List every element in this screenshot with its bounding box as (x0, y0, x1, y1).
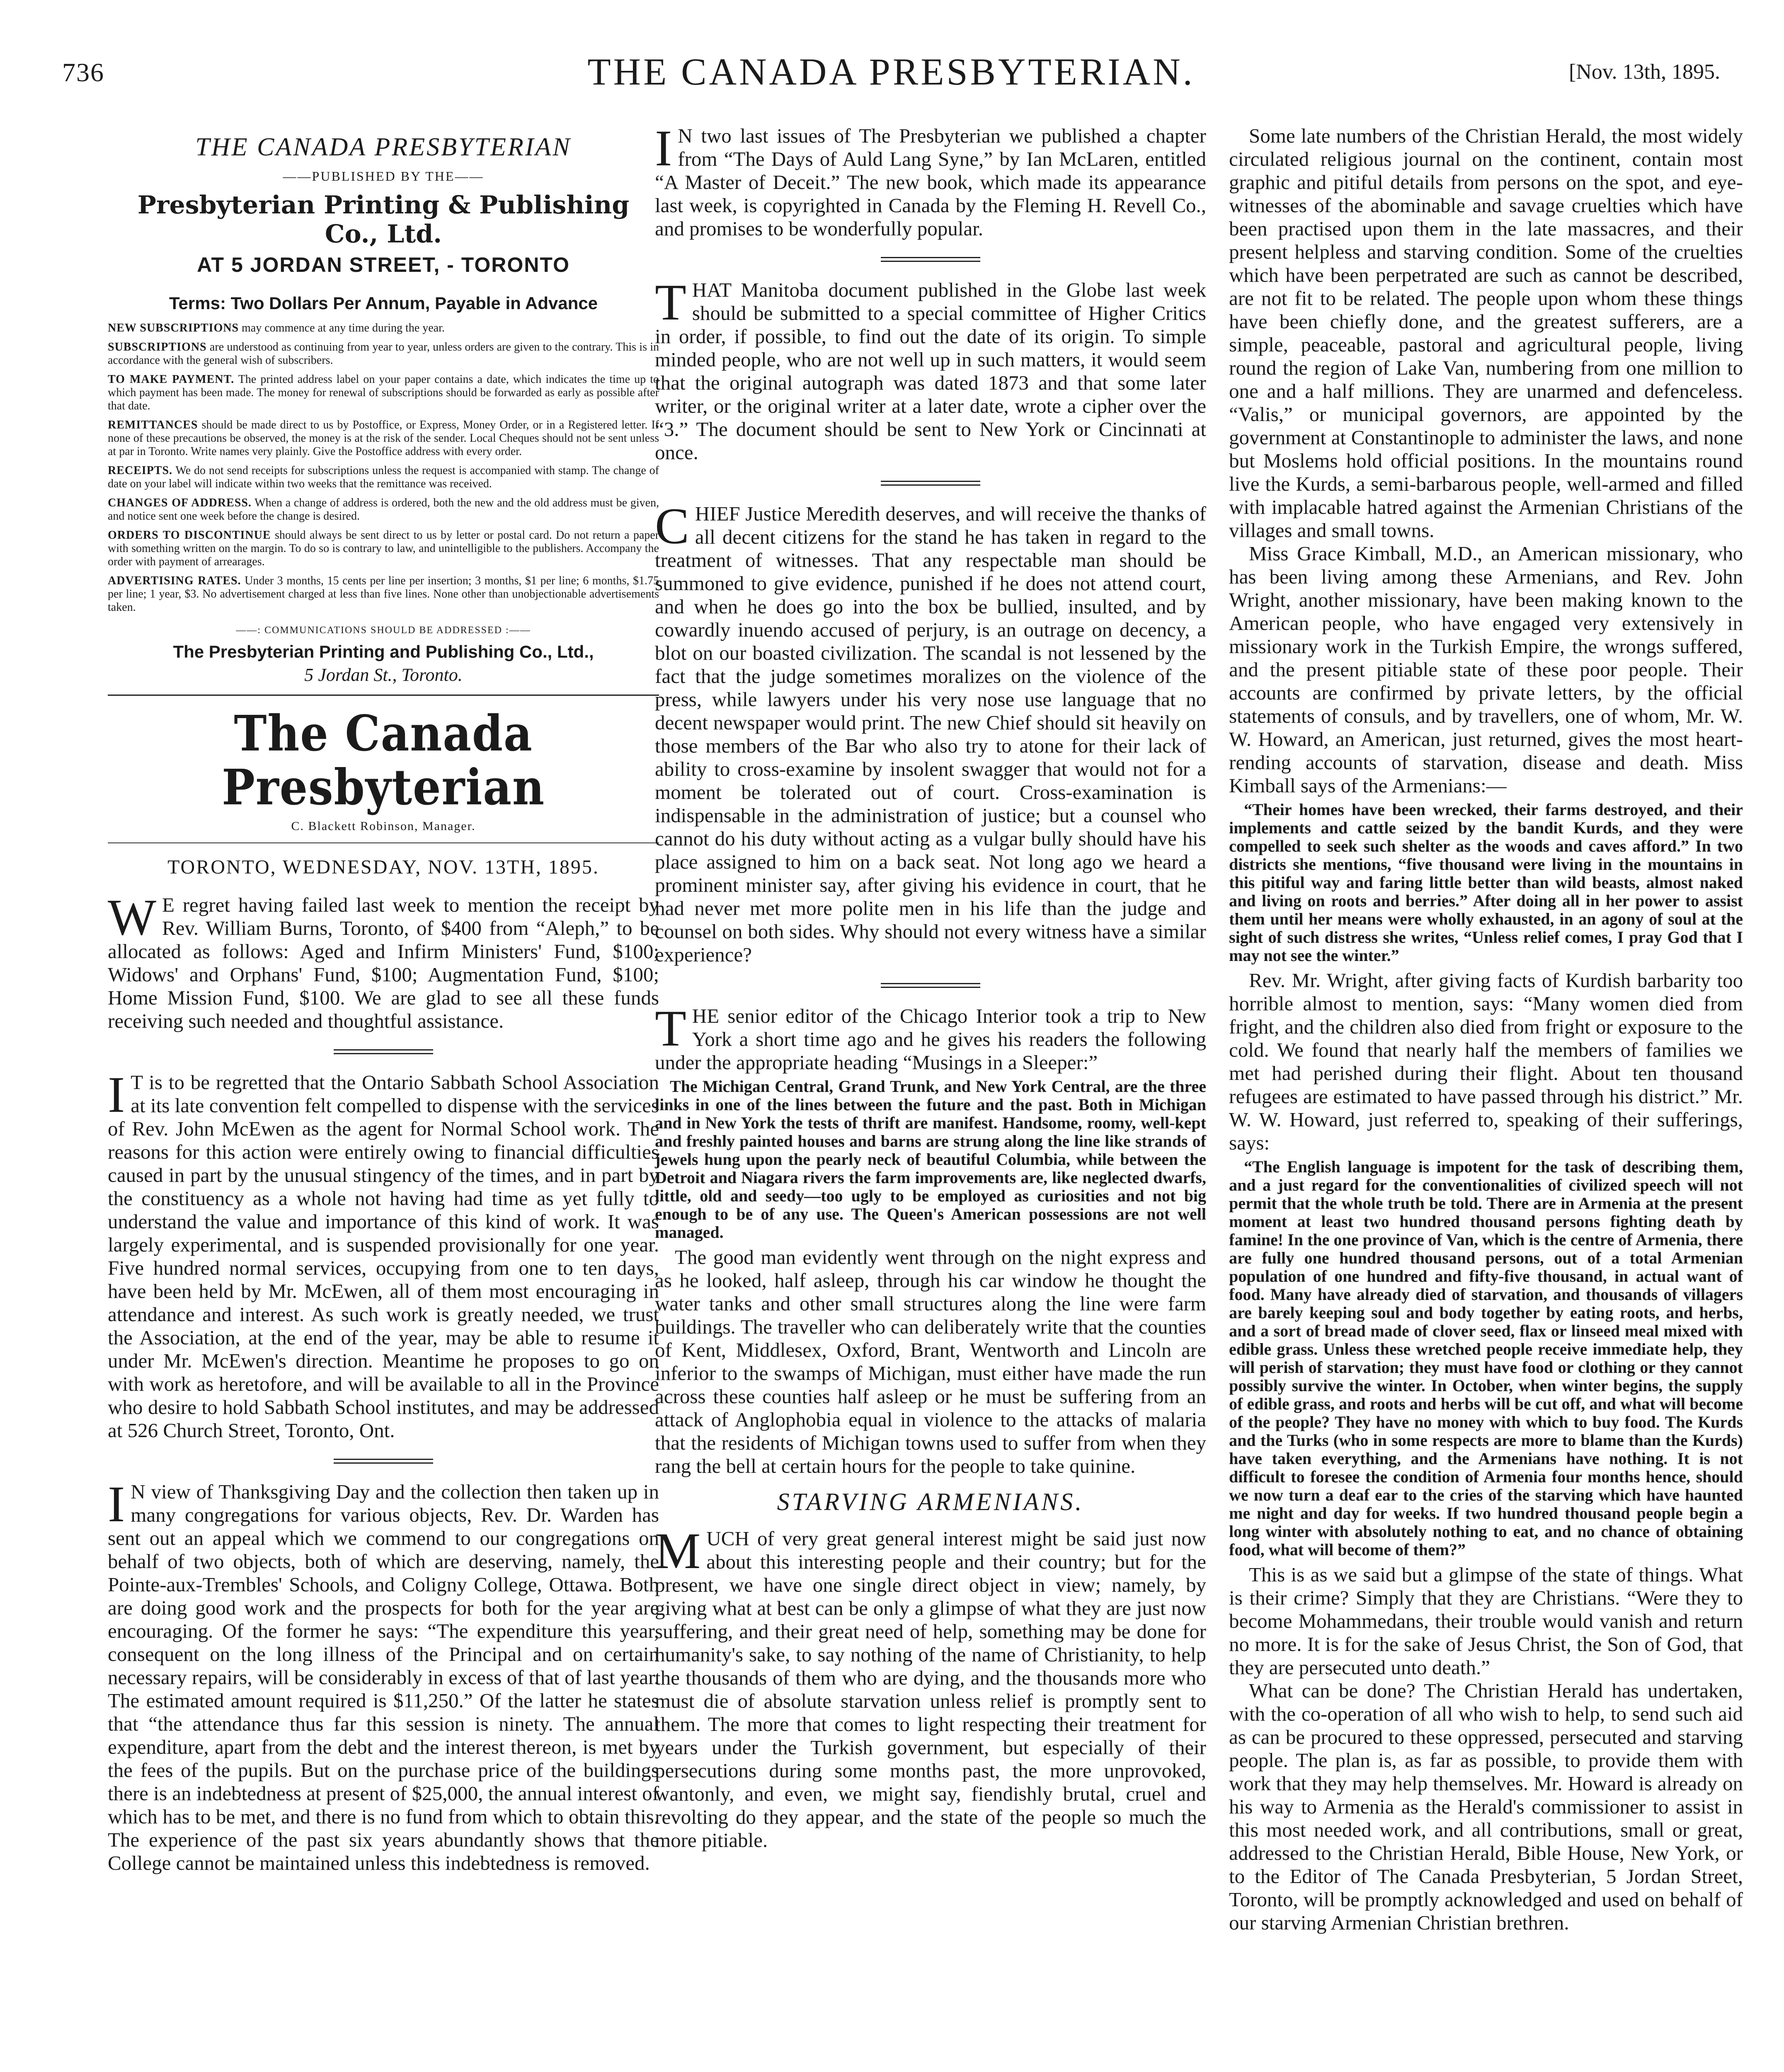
notice-item (108, 322, 659, 335)
notice-item (108, 496, 659, 523)
communications-recipient: The Presbyterian Printing and Publishing Co., Ltd., (173, 642, 594, 661)
publisher-name: Presbyterian Printing & Publishing Co., Ltd. (137, 191, 630, 249)
notice-item (108, 464, 659, 491)
block-quote: “Their homes have been wrecked, their farms destroyed, and their implements and cattle seized by the bandit Kurds, and they were compelled to seek such shelter as the woods and caves afford.” In two districts she mentions, “five thousand were living in the mountains in this pitiful way and faring little better than wild beasts, almost naked and living on roots and berries.” After doing all in her power to assist them until her means were wholly exhausted, in an agony of soul at the sight of such distress she writes, “Unless relief comes, I pray God that I may not see the winter.” (1229, 800, 1743, 965)
divider (334, 1459, 433, 1464)
notice-text: Under 3 months, 15 cents per line per insertion; 3 months, $1 per line; 6 months, $1.75 per line; 1 year, $3. No advertisement charged at less than five lines. None other than unobjectionable advertisements taken. (108, 574, 659, 614)
issue-date: [Nov. 13th, 1895. (1569, 60, 1720, 84)
notices-list (108, 322, 659, 614)
notice-item (108, 341, 659, 367)
divider (881, 481, 980, 486)
editorial-paragraph (655, 274, 1206, 464)
paragraph: The good man evidently went through on the night express and as he looked, half asleep, through his car window he thought the water tanks and other small structures along the line were farm buildings. The traveller who can deliberately write that the counties of Kent, Middlesex, Oxford, Brant, Wentworth and Lincoln are inferior to the swamps of Michigan, must either have made the run across these counties half asleep or he must be suffering from an attack of Anglophobia equal in violence to the attacks of malaria that the residents of Michigan towns used to suffer from when they rang the bell at certain hours for the people to take quinine. (655, 1246, 1206, 1477)
subscription-terms: Terms: Two Dollars Per Annum, Payable in Advance (169, 293, 598, 313)
notice-item (108, 419, 659, 458)
notice-text: The printed address label on your paper contains a date, which indicates the time up to which payment has been made. The money for renewal of subscriptions should be forwarded as early as possible after that date. (108, 373, 659, 412)
communications-address: 5 Jordan St., Toronto. (304, 665, 463, 685)
block-quote: “The English language is impotent for the task of describing them, and a just regard for the conventionalities of civilized speech will not permit that the whole truth be told. There are in Armenia at the present moment at least two hundred thousand persons fighting death by famine! In the one province of Van, which is the centre of Armenia, there are fully one hundred thousand persons, out of a total Armenian population of one hundred and fifty-five thousand, in actual want of food. Many have already died of starvation, and thousands of villagers are barely keeping soul and body together by eating roots, and herbs, and a sort of bread made of clover seed, flax or linseed meal mixed with edible grass. Unless these wretched people receive immediate help, they will perish of starvation; they must have food or clothing or they cannot possibly survive the winter. In October, when winter begins, the supply of edible grass, and roots and herbs will be cut off, and what will become of the people? They have no money with which to buy food. The Kurds and the Turks (who in some respects are more to blame than the Kurds) have taken everything, and the Armenians have nothing. It is not difficult to foresee the condition of Armenia four months hence, should we now turn a deaf ear to the cries of the starving which have haunted me night and day for weeks. If two hundred thousand people begin a long winter with absolutely nothing to eat, and no chance of obtaining food, what will become of them?” (1229, 1157, 1743, 1559)
paragraph-text: T is to be regretted that the Ontario Sabbath School Association at its late convention felt compelled to dispense with the services of Rev. John McEwen as the agent for Normal School work. The reasons for this action were entirely owing to financial difficulties caused in part by the unusual stingency of the times, and in part by the constituency as a whole not having had time as yet fully to understand the value and importance of this kind of work. It was largely experimental, and is suspended provisionally for one year. Five hundred normal services, occupying from one to ten days, have been held by Mr. McEwen, all of them most encouraging in attendance and interest. As such work is greatly needed, we trust the Association, at the end of the year, may be able to resume it under Mr. McEwen's direction. Meantime he proposes to go on with work as heretofore, and will be available to all in the Province who desire to hold Sabbath School institutes, and may be addressed at 526 Church Street, Toronto, Ont. (108, 1071, 659, 1442)
article-paragraph: This is as we said but a glimpse of the state of things. What is their crime? Simply that they are Christians. “Were they to become Mohammedans, their trouble would vanish and return no more. It is for the sake of Jesus Christ, the Son of God, that they are persecuted unto death.” (1229, 1563, 1743, 1679)
notice-text: are understood as continuing from year to year, unless orders are given to the contrary. This is in accordance with the general wish of subscribers. (108, 341, 659, 367)
section-heading: STARVING ARMENIANS. (777, 1488, 1084, 1515)
paragraph-text: HAT Manitoba document published in the Globe last week should be submitted to a special committee of Higher Critics in order, if possible, to find out the date of its origin. To simple minded people, who are not well up in such matters, it would seem that the original autograph was dated 1873 and that some later writer, or the original writer at a later date, wrote a cipher over the “3.” The document should be sent to New York or Cincinnati at once. (655, 278, 1206, 464)
article-paragraph: Rev. Mr. Wright, after giving facts of Kurdish barbarity too horrible almost to mention, says: “Many women died from fright, and the children also died from fright or exposure to the cold. We found that nearly half the members of families we met had perished during their flight. About ten thousand refugees are estimated to have passed through his district.” Mr. W. W. Howard, just referred to, speaking of their sufferings, says: (1229, 969, 1743, 1154)
notice-text: should always be sent direct to us by letter or postal card. Do not return a paper with something written on the margin. To do so is contrary to law, and unintelligible to the publishers. Accompany the order with payment of arrearages. (108, 529, 659, 568)
published-by-line: ——PUBLISHED BY THE—— (283, 169, 484, 184)
masthead: The Canada Presbyterian (222, 704, 545, 816)
communications-line: ——: COMMUNICATIONS SHOULD BE ADDRESSED :—— (236, 625, 531, 636)
manager-line: C. Blackett Robinson, Manager. (291, 819, 476, 833)
notice-text: When a change of address is ordered, both the new and the old address must be given, and notice sent one week before the change is desired. (108, 496, 659, 523)
paragraph-text: N two last issues of The Presbyterian we published a chapter from “The Days of Auld Lang Syne,” by Ian McLaren, entitled “A Master of Deceit.” The new book, which made its appearance last week, is copyrighted in Canada by the Fleming H. Revell Co., and promises to be wonderfully popular. (655, 124, 1206, 240)
column-2 (655, 120, 1206, 1852)
notice-key: TO MAKE PAYMENT. (108, 373, 235, 386)
editorial-paragraph (108, 1066, 659, 1442)
notice-text: We do not send receipts for subscriptions unless the request is accompanied with stamp. The change of date on your label will indicate within two weeks that the remittance was received. (108, 464, 659, 490)
drop-cap: T (655, 274, 686, 331)
notice-item (108, 529, 659, 569)
divider (108, 842, 659, 843)
column-1 (108, 124, 659, 1875)
article-paragraph: What can be done? The Christian Herald has undertaken, with the co-operation of all who wish to help, to send such aid as can be procured to these oppressed, persecuted and starving people. The plan is, as far as possible, to provide them with work that they may help themselves. Mr. Howard is already on his way to Armenia as the Herald's commissioner to assist in this most needed work, and all contributions, small or great, addressed to the Christian Herald, Bible House, New York, or to the Editor of The Canada Presbyterian, 5 Jordan Street, Toronto, will be promptly acknowledged and used on behalf of our starving Armenian Christian brethren. (1229, 1679, 1743, 1934)
drop-cap: M (655, 1523, 701, 1579)
publisher-address: AT 5 JORDAN STREET, - TORONTO (197, 253, 570, 276)
paragraph-text: HIEF Justice Meredith deserves, and will receive the thanks of all decent citizens for the stand he has taken in regard to the treatment of witnesses. That any respectable man should be summoned to give evidence, punished if he does not attend court, and when he does go into the box be bullied, insulted, and by cowardly inuendo accused of perjury, is an outrage on decency, a blot on our boasted civilization. The scandal is not lessened by the fact that the judge sometimes moralizes on the violence of the press, while lawyers under his very nose use language that no decent newspaper would print. The new Chief should sit heavily on those members of the Bar who also try to atone for their lack of ability to cross-examine by insolent swagger that would not for a moment be tolerated out of court. Cross-examination is indispensable in the administration of justice; but a counsel who cannot do his duty without acting as a vulgar bully should have his place assigned to him on a back seat. Not long ago we heard a prominent minister say, after giving his evidence in court, that he had never met more polite men in his life than the judge and counsel on both sides. Why should not every witness have a similar experience? (655, 502, 1206, 966)
notice-key: NEW SUBSCRIPTIONS (108, 322, 239, 334)
notice-key: SUBSCRIPTIONS (108, 341, 207, 353)
paragraph-text: N view of Thanksgiving Day and the collection then taken up in many congregations for various objects, Rev. Dr. Warden has sent out an appeal which we commend to our congregations on behalf of two objects, both of which are deserving, namely, the Pointe-aux-Trembles' Schools, and Coligny College, Ottawa. Both are doing good work and the prospects for both for the year are encouraging. Of the former he says: “The expenditure this year, consequent on the long illness of the Principal and on certain necessary repairs, will be considerably in excess of that of last year. The estimated amount required is $11,250.” Of the latter he states that “the attendance thus far this session is ninety. The annual expenditure, apart from the debt and the interest thereon, is met by the fees of the pupils. But on the purchase price of the buildings there is an indebtedness at present of $25,000, the annual interest of which has to be met, and there is no fund from which to obtain this. The experience of the past six years abundantly shows that the College cannot be maintained unless this indebtedness is removed. (108, 1480, 659, 1874)
notice-key: RECEIPTS. (108, 464, 173, 477)
notice-item (108, 574, 659, 614)
notice-item (108, 373, 659, 413)
notice-key: CHANGES OF ADDRESS. (108, 496, 252, 509)
paragraph-text: E regret having failed last week to mention the receipt by Rev. William Burns, Toronto, of $400 from “Aleph,” to be allocated as follows: Aged and Infirm Ministers' Fund, $100; Widows' and Orphans' Fund, $100; Augmentation Fund, $100; Home Mission Fund, $100. We are glad to see all these funds receiving such needed and thoughtful assistance. (108, 893, 659, 1032)
block-quote: The Michigan Central, Grand Trunk, and New York Central, are the three links in one of the lines between the future and the past. Both in Michigan and in New York the tests of thrift are manifest. Handsome, roomy, well-kept and freshly painted houses and barns are strung along the line like strands of jewels hung upon the pearly neck of beautiful Columbia, while between the Detroit and Niagara rivers the farm improvements are, like neglected dwarfs, little, old and seedy—too ugly to be employed as curiosities and not big enough to be of any use. The Queen's American possessions are not well managed. (655, 1077, 1206, 1242)
editorial-paragraph (655, 120, 1206, 240)
notice-key: REMITTANCES (108, 419, 198, 431)
page-number: 736 (62, 58, 104, 87)
notice-key: ADVERTISING RATES. (108, 574, 241, 587)
editorial-paragraph (108, 889, 659, 1033)
paragraph-text: HE senior editor of the Chicago Interior took a trip to New York a short time ago and he gives his readers the following under the appropriate heading “Musings in a Sleeper:” (655, 1005, 1206, 1074)
notice-text: should be made direct to us by Postoffice, or Express, Money Order, or in a Registered letter. If none of these precautions be observed, the money is at the risk of the sender. Local Cheques should not be sent unless at par in Toronto. Write names very plainly. Give the Postoffice address with every order. (108, 419, 659, 458)
notice-text: may commence at any time during the year. (242, 322, 445, 334)
running-title: THE CANADA PRESBYTERIAN. (587, 51, 1195, 93)
article-paragraph: Some late numbers of the Christian Herald, the most widely circulated religious journal on the continent, contain most graphic and pitiful details from persons on the spot, and eye-witnesses of the abominable and savage cruelties which have been practised upon them in the late massacres, and their present helpless and starving condition. Some of the cruelties which have been perpetrated are such as cannot be described, are not fit to be related. The people upon whom these things have been chiefly done, and the greatest sufferers, are a simple, peaceable, pastoral and agricultural people, living round the region of Lake Van, numbering from one million to one and a half millions. They are unarmed and defenceless. “Valis,” or municipal governors, are appointed by the government at Constantinople to administer the laws, and none but Moslems hold official positions. In the mountains round live the Kurds, a semi-barbarous people, well-armed and filled with implacable hatred against the Armenian Christians of the villages and small towns. (1229, 124, 1743, 542)
drop-cap: C (655, 498, 689, 554)
editorial-paragraph (655, 498, 1206, 966)
drop-cap: W (108, 889, 157, 946)
drop-cap: I (108, 1066, 125, 1123)
article-paragraph (655, 1523, 1206, 1852)
divider (881, 983, 980, 988)
drop-cap: I (108, 1476, 125, 1532)
article-paragraph: Miss Grace Kimball, M.D., an American missionary, who has been living among these Armenians, and Rev. John Wright, another missionary, have been making known to the American people, who have engaged very extensively in missionary work in the Turkish Empire, the wrongs suffered, and the present pitiable state of these poor people. Their accounts are confirmed by private letters, by the official statements of consuls, and by travellers, one of whom, Mr. W. W. Howard, an American, just returned, gives the most heart-rending accounts of starvation, disease and death. Miss Kimball says of the Armenians:— (1229, 542, 1743, 797)
running-header (62, 50, 1720, 112)
divider (108, 695, 659, 696)
divider (334, 1049, 433, 1054)
notice-key: ORDERS TO DISCONTINUE (108, 529, 271, 542)
column-3 (1229, 124, 1743, 1934)
editorial-paragraph (655, 1000, 1206, 1074)
editorial-paragraph (108, 1476, 659, 1875)
divider (881, 257, 980, 262)
dateline: TORONTO, WEDNESDAY, NOV. 13TH, 1895. (167, 856, 599, 878)
drop-cap: I (655, 120, 672, 177)
paragraph-text: UCH of very great general interest might be said just now about this interesting people and their country; but for the present, we have one single direct object in view; namely, by giving what at best can be only a glimpse of what they are just now suffering, and their great need of help, something may be done for humanity's sake, to say nothing of the name of Christianity, to help the thousands of them who are dying, and the thousands more who must die of absolute starvation unless relief is promptly sent to them. The more that comes to light respecting their treatment for years under the Turkish government, but especially of their persecutions during some months past, the more unprovoked, wantonly, and even, we might say, fiendishly brutal, cruel and revolting do they appear, and the state of the people so much the more pitiable. (655, 1527, 1206, 1852)
publication-title: THE CANADA PRESBYTERIAN (195, 133, 572, 161)
drop-cap: T (655, 1000, 686, 1057)
